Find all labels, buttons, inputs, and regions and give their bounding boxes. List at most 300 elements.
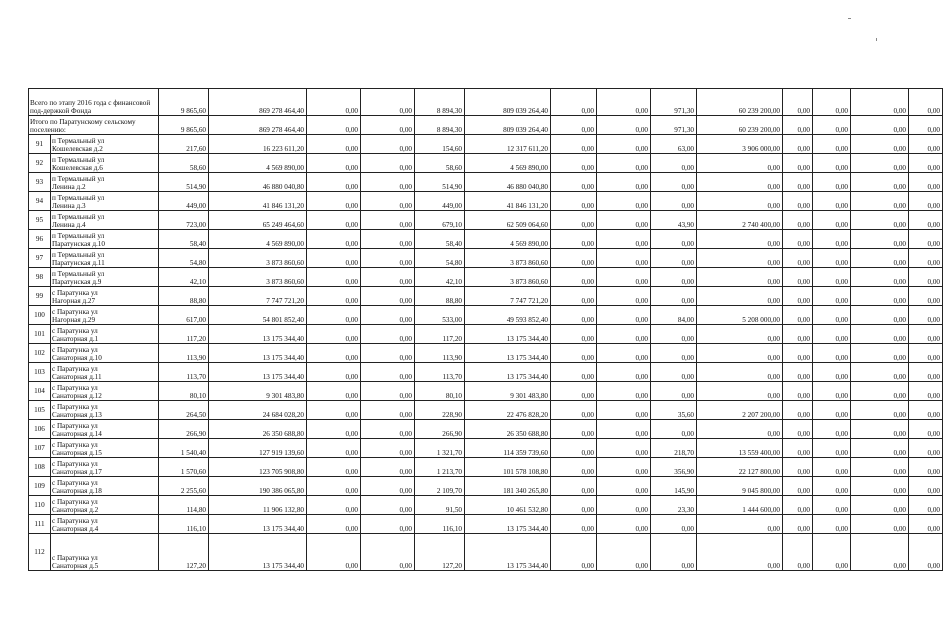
value-cell: 60 239 200,00: [697, 89, 783, 116]
address-locality: п Термальный ул: [52, 175, 105, 183]
summary-row: [29, 116, 943, 135]
address-cell: [51, 363, 159, 382]
value-cell: 0,00: [783, 401, 813, 420]
value-cell: 0,00: [651, 363, 697, 382]
address-cell: [51, 458, 159, 477]
address-house: Паратунская д.9: [52, 278, 102, 286]
row-number: 111: [29, 515, 51, 534]
value-cell: 0,00: [361, 89, 415, 116]
address-locality: п Термальный ул: [52, 156, 105, 164]
address-cell: [51, 192, 159, 211]
table-row: [29, 154, 943, 173]
value-cell: 0,00: [783, 287, 813, 306]
value-cell: 0,00: [551, 420, 597, 439]
address-house: Санаторная д.5: [52, 562, 99, 570]
address-locality: с Паратунка ул: [52, 365, 98, 373]
value-cell: 58,40: [415, 230, 465, 249]
value-cell: 24 684 028,20: [209, 401, 307, 420]
value-cell: 0,00: [551, 515, 597, 534]
value-cell: 9 301 483,80: [465, 382, 551, 401]
value-cell: 0,00: [851, 496, 909, 515]
value-cell: 0,00: [909, 249, 943, 268]
value-cell: 0,00: [551, 116, 597, 135]
value-cell: 0,00: [783, 192, 813, 211]
value-cell: 617,00: [159, 306, 209, 325]
value-cell: 13 559 400,00: [697, 439, 783, 458]
value-cell: 0,00: [651, 382, 697, 401]
value-cell: 0,00: [307, 515, 361, 534]
value-cell: 26 350 688,80: [465, 420, 551, 439]
row-number: 109: [29, 477, 51, 496]
value-cell: 0,00: [851, 192, 909, 211]
value-cell: 0,00: [651, 515, 697, 534]
value-cell: 4 569 890,00: [209, 230, 307, 249]
value-cell: 88,80: [159, 287, 209, 306]
value-cell: 0,00: [307, 401, 361, 420]
value-cell: 0,00: [597, 420, 651, 439]
value-cell: 0,00: [361, 534, 415, 571]
value-cell: 0,00: [651, 325, 697, 344]
address-cell: [51, 325, 159, 344]
value-cell: 46 880 040,80: [209, 173, 307, 192]
address-cell: [51, 154, 159, 173]
address-house: Санаторная д.14: [52, 430, 102, 438]
value-cell: 0,00: [307, 439, 361, 458]
address-cell: [51, 382, 159, 401]
value-cell: 0,00: [909, 116, 943, 135]
value-cell: 0,00: [851, 515, 909, 534]
address-house: Санаторная д.13: [52, 411, 102, 419]
value-cell: 0,00: [697, 382, 783, 401]
address-house: Ленина д.2: [52, 183, 86, 191]
value-cell: 264,50: [159, 401, 209, 420]
value-cell: 0,00: [361, 344, 415, 363]
value-cell: 0,00: [551, 325, 597, 344]
table-row: [29, 344, 943, 363]
value-cell: 0,00: [783, 230, 813, 249]
address-cell: [51, 135, 159, 154]
address-house: Санаторная д.11: [52, 373, 102, 381]
value-cell: 266,90: [159, 420, 209, 439]
table-row: [29, 173, 943, 192]
value-cell: 0,00: [651, 344, 697, 363]
value-cell: 13 175 344,40: [209, 344, 307, 363]
value-cell: 0,00: [597, 287, 651, 306]
value-cell: 10 461 532,80: [465, 496, 551, 515]
table-row: [29, 325, 943, 344]
row-number: 97: [29, 249, 51, 268]
value-cell: 9 045 800,00: [697, 477, 783, 496]
value-cell: 0,00: [813, 192, 851, 211]
value-cell: 0,00: [597, 515, 651, 534]
value-cell: 217,60: [159, 135, 209, 154]
value-cell: 2 109,70: [415, 477, 465, 496]
value-cell: 13 175 344,40: [209, 363, 307, 382]
value-cell: 869 278 464,40: [209, 116, 307, 135]
value-cell: 0,00: [697, 268, 783, 287]
row-number: 106: [29, 420, 51, 439]
value-cell: 0,00: [597, 439, 651, 458]
value-cell: 13 175 344,40: [465, 515, 551, 534]
value-cell: 0,00: [697, 344, 783, 363]
scan-mark: [848, 18, 851, 19]
address-house: Кошелевская д.2: [52, 145, 103, 153]
table-row: [29, 135, 943, 154]
value-cell: 11 906 132,80: [209, 496, 307, 515]
value-cell: 0,00: [551, 401, 597, 420]
value-cell: 58,60: [415, 154, 465, 173]
address-cell: [51, 344, 159, 363]
value-cell: 0,00: [551, 230, 597, 249]
value-cell: 22 476 828,20: [465, 401, 551, 420]
value-cell: 5 208 000,00: [697, 306, 783, 325]
address-locality: с Паратунка ул: [52, 289, 98, 297]
value-cell: 49 593 852,40: [465, 306, 551, 325]
value-cell: 0,00: [307, 135, 361, 154]
value-cell: 0,00: [307, 268, 361, 287]
value-cell: 0,00: [813, 249, 851, 268]
value-cell: 80,10: [159, 382, 209, 401]
address-house: Санаторная д.1: [52, 335, 99, 343]
value-cell: 0,00: [361, 192, 415, 211]
value-cell: 0,00: [597, 382, 651, 401]
value-cell: 0,00: [909, 420, 943, 439]
value-cell: 0,00: [783, 268, 813, 287]
value-cell: 0,00: [851, 325, 909, 344]
table-row: [29, 363, 943, 382]
value-cell: 0,00: [813, 458, 851, 477]
value-cell: 0,00: [551, 192, 597, 211]
value-cell: 113,90: [415, 344, 465, 363]
value-cell: 42,10: [159, 268, 209, 287]
value-cell: 117,20: [159, 325, 209, 344]
value-cell: 26 350 688,80: [209, 420, 307, 439]
table-row: [29, 382, 943, 401]
value-cell: 62 509 064,60: [465, 211, 551, 230]
address-cell: [51, 287, 159, 306]
value-cell: 0,00: [697, 515, 783, 534]
value-cell: 0,00: [597, 496, 651, 515]
value-cell: 0,00: [307, 534, 361, 571]
value-cell: 127,20: [159, 534, 209, 571]
address-locality: п Термальный ул: [52, 213, 105, 221]
address-locality: п Термальный ул: [52, 232, 105, 240]
value-cell: 0,00: [551, 135, 597, 154]
value-cell: 13 175 344,40: [465, 534, 551, 571]
value-cell: 0,00: [361, 249, 415, 268]
value-cell: 1 540,40: [159, 439, 209, 458]
address-locality: с Паратунка ул: [52, 308, 98, 316]
value-cell: 0,00: [813, 325, 851, 344]
table-row: [29, 268, 943, 287]
row-number: 104: [29, 382, 51, 401]
value-cell: 0,00: [813, 287, 851, 306]
value-cell: 35,60: [651, 401, 697, 420]
value-cell: 0,00: [813, 306, 851, 325]
value-cell: 218,70: [651, 439, 697, 458]
value-cell: 0,00: [307, 496, 361, 515]
value-cell: 0,00: [307, 192, 361, 211]
value-cell: 0,00: [307, 154, 361, 173]
value-cell: 0,00: [909, 135, 943, 154]
value-cell: 0,00: [813, 534, 851, 571]
value-cell: 0,00: [851, 116, 909, 135]
value-cell: 0,00: [783, 420, 813, 439]
address-locality: с Паратунка ул: [52, 327, 98, 335]
value-cell: 4 569 890,00: [465, 154, 551, 173]
value-cell: 0,00: [307, 363, 361, 382]
value-cell: 42,10: [415, 268, 465, 287]
address-cell: [51, 401, 159, 420]
value-cell: 0,00: [551, 211, 597, 230]
address-locality: п Термальный ул: [52, 251, 105, 259]
value-cell: 356,90: [651, 458, 697, 477]
value-cell: 0,00: [851, 458, 909, 477]
value-cell: 0,00: [697, 420, 783, 439]
address-house: Санаторная д.18: [52, 487, 102, 495]
value-cell: 0,00: [551, 154, 597, 173]
value-cell: 0,00: [361, 515, 415, 534]
value-cell: 0,00: [651, 249, 697, 268]
value-cell: 58,40: [159, 230, 209, 249]
value-cell: 0,00: [651, 230, 697, 249]
row-number: 102: [29, 344, 51, 363]
value-cell: 0,00: [551, 534, 597, 571]
address-cell: [51, 496, 159, 515]
table-row: [29, 458, 943, 477]
address-cell: [51, 515, 159, 534]
value-cell: 22 127 800,00: [697, 458, 783, 477]
value-cell: 0,00: [851, 477, 909, 496]
value-cell: 0,00: [551, 458, 597, 477]
value-cell: 3 906 000,00: [697, 135, 783, 154]
value-cell: 0,00: [909, 534, 943, 571]
value-cell: 0,00: [909, 363, 943, 382]
value-cell: 1 213,70: [415, 458, 465, 477]
value-cell: 0,00: [697, 325, 783, 344]
value-cell: 154,60: [415, 135, 465, 154]
value-cell: 0,00: [651, 287, 697, 306]
value-cell: 0,00: [783, 173, 813, 192]
value-cell: 0,00: [851, 382, 909, 401]
value-cell: 0,00: [909, 496, 943, 515]
value-cell: 0,00: [597, 306, 651, 325]
address-house: Кошелевская д.6: [52, 164, 103, 172]
value-cell: 0,00: [783, 344, 813, 363]
value-cell: 0,00: [851, 287, 909, 306]
value-cell: 0,00: [851, 154, 909, 173]
address-cell: [51, 477, 159, 496]
value-cell: 58,60: [159, 154, 209, 173]
value-cell: 0,00: [851, 89, 909, 116]
value-cell: 0,00: [551, 89, 597, 116]
value-cell: 533,00: [415, 306, 465, 325]
value-cell: 113,70: [159, 363, 209, 382]
value-cell: 0,00: [651, 268, 697, 287]
value-cell: 114 359 739,60: [465, 439, 551, 458]
address-cell: [51, 268, 159, 287]
value-cell: 2 207 200,00: [697, 401, 783, 420]
address-locality: с Паратунка ул: [52, 422, 98, 430]
row-number: 110: [29, 496, 51, 515]
value-cell: 0,00: [909, 306, 943, 325]
value-cell: 60 239 200,00: [697, 116, 783, 135]
address-cell: [51, 420, 159, 439]
value-cell: 2 740 400,00: [697, 211, 783, 230]
value-cell: 0,00: [851, 230, 909, 249]
value-cell: 1 321,70: [415, 439, 465, 458]
value-cell: 1 444 600,00: [697, 496, 783, 515]
value-cell: 0,00: [851, 249, 909, 268]
address-cell: [51, 249, 159, 268]
value-cell: 113,90: [159, 344, 209, 363]
row-number: 98: [29, 268, 51, 287]
summary-label: Итого по Паратунскому сельскому поселению:: [29, 116, 159, 135]
value-cell: 0,00: [697, 154, 783, 173]
address-locality: с Паратунка ул: [52, 441, 98, 449]
value-cell: 0,00: [851, 306, 909, 325]
value-cell: 3 873 860,60: [465, 249, 551, 268]
value-cell: 0,00: [851, 534, 909, 571]
value-cell: 84,00: [651, 306, 697, 325]
value-cell: 127 919 139,60: [209, 439, 307, 458]
value-cell: 0,00: [813, 363, 851, 382]
value-cell: 0,00: [551, 382, 597, 401]
value-cell: 0,00: [909, 477, 943, 496]
address-locality: п Термальный ул: [52, 270, 105, 278]
value-cell: 0,00: [307, 306, 361, 325]
address-house: Паратунская д.10: [52, 240, 105, 248]
value-cell: 0,00: [597, 173, 651, 192]
value-cell: 0,00: [597, 230, 651, 249]
value-cell: 971,30: [651, 116, 697, 135]
value-cell: 723,00: [159, 211, 209, 230]
value-cell: 63,00: [651, 135, 697, 154]
value-cell: 0,00: [783, 363, 813, 382]
value-cell: 0,00: [909, 458, 943, 477]
value-cell: 43,90: [651, 211, 697, 230]
address-cell: [51, 306, 159, 325]
value-cell: 0,00: [783, 249, 813, 268]
table-body: [29, 89, 943, 571]
table-row: [29, 249, 943, 268]
value-cell: 0,00: [551, 268, 597, 287]
value-cell: 91,50: [415, 496, 465, 515]
value-cell: 0,00: [909, 325, 943, 344]
value-cell: 0,00: [361, 458, 415, 477]
value-cell: 145,90: [651, 477, 697, 496]
value-cell: 0,00: [361, 154, 415, 173]
value-cell: 1 570,60: [159, 458, 209, 477]
value-cell: 8 894,30: [415, 89, 465, 116]
value-cell: 0,00: [597, 325, 651, 344]
address-locality: с Паратунка ул: [52, 346, 98, 354]
table-row: [29, 477, 943, 496]
address-cell: [51, 230, 159, 249]
value-cell: 0,00: [361, 135, 415, 154]
value-cell: 0,00: [307, 249, 361, 268]
value-cell: 0,00: [783, 154, 813, 173]
value-cell: 0,00: [697, 192, 783, 211]
value-cell: 123 705 908,80: [209, 458, 307, 477]
value-cell: 0,00: [851, 135, 909, 154]
value-cell: 41 846 131,20: [465, 192, 551, 211]
value-cell: 0,00: [307, 211, 361, 230]
address-house: Санаторная д.4: [52, 525, 99, 533]
value-cell: 0,00: [813, 344, 851, 363]
value-cell: 181 340 265,80: [465, 477, 551, 496]
value-cell: 0,00: [361, 211, 415, 230]
value-cell: 0,00: [697, 534, 783, 571]
value-cell: 679,10: [415, 211, 465, 230]
row-number: 107: [29, 439, 51, 458]
value-cell: 16 223 611,20: [209, 135, 307, 154]
value-cell: 0,00: [783, 135, 813, 154]
value-cell: 0,00: [851, 401, 909, 420]
value-cell: 0,00: [783, 515, 813, 534]
value-cell: 0,00: [307, 173, 361, 192]
row-number: 92: [29, 154, 51, 173]
value-cell: 0,00: [551, 496, 597, 515]
row-number: 94: [29, 192, 51, 211]
document-page: [28, 88, 941, 571]
value-cell: 117,20: [415, 325, 465, 344]
value-cell: 0,00: [361, 173, 415, 192]
value-cell: 54,80: [415, 249, 465, 268]
value-cell: 0,00: [909, 192, 943, 211]
value-cell: 101 578 108,80: [465, 458, 551, 477]
value-cell: 0,00: [909, 382, 943, 401]
value-cell: 514,90: [159, 173, 209, 192]
address-locality: с Паратунка ул: [52, 403, 98, 411]
row-number: 96: [29, 230, 51, 249]
value-cell: 0,00: [361, 363, 415, 382]
value-cell: 23,30: [651, 496, 697, 515]
value-cell: 0,00: [307, 116, 361, 135]
row-number: 105: [29, 401, 51, 420]
row-number: 112: [29, 534, 51, 571]
value-cell: 0,00: [597, 344, 651, 363]
value-cell: 0,00: [361, 230, 415, 249]
value-cell: 0,00: [813, 211, 851, 230]
value-cell: 0,00: [597, 192, 651, 211]
address-locality: с Паратунка ул: [52, 460, 98, 468]
address-house: Нагорная д.29: [52, 316, 96, 324]
value-cell: 0,00: [361, 401, 415, 420]
table-row: [29, 534, 943, 571]
value-cell: 869 278 464,40: [209, 89, 307, 116]
value-cell: 0,00: [651, 173, 697, 192]
value-cell: 0,00: [307, 458, 361, 477]
address-cell: [51, 173, 159, 192]
value-cell: 0,00: [307, 344, 361, 363]
value-cell: 0,00: [361, 116, 415, 135]
value-cell: 971,30: [651, 89, 697, 116]
value-cell: 0,00: [597, 249, 651, 268]
value-cell: 0,00: [909, 211, 943, 230]
address-locality: с Паратунка ул: [52, 554, 98, 562]
value-cell: 0,00: [783, 534, 813, 571]
value-cell: 54,80: [159, 249, 209, 268]
value-cell: 113,70: [415, 363, 465, 382]
value-cell: 0,00: [307, 287, 361, 306]
value-cell: 13 175 344,40: [209, 325, 307, 344]
value-cell: 0,00: [597, 458, 651, 477]
value-cell: 0,00: [909, 173, 943, 192]
table-row: [29, 496, 943, 515]
value-cell: 13 175 344,40: [465, 325, 551, 344]
address-house: Нагорная д.27: [52, 297, 96, 305]
